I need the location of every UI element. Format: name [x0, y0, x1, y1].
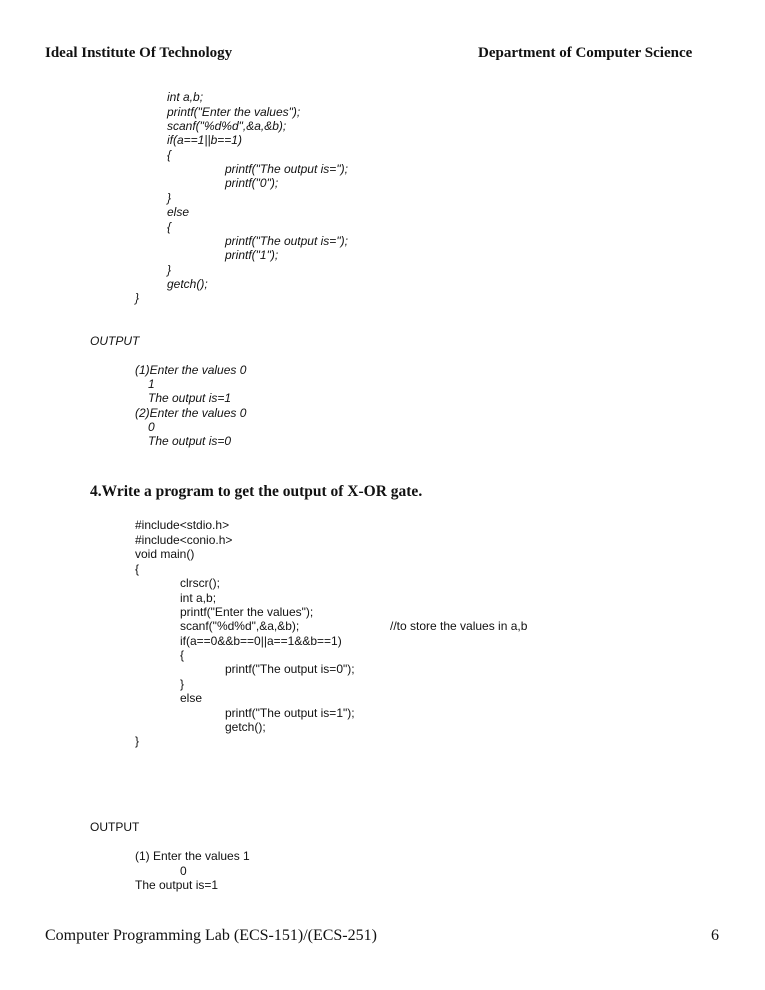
output-line: 0	[180, 864, 187, 878]
code-line: #include<conio.h>	[135, 533, 233, 547]
output-line: 1	[148, 377, 155, 391]
code-line: void main()	[135, 547, 195, 561]
output-line: 0	[148, 420, 155, 434]
code-line: if(a==1||b==1)	[167, 133, 242, 147]
code-line: {	[167, 220, 172, 234]
code-line: else	[180, 691, 203, 705]
code-line: {	[167, 148, 172, 162]
code-line: else	[167, 205, 190, 219]
output-line: (2)Enter the values 0	[135, 406, 247, 420]
code-line: printf("Enter the values");	[180, 605, 314, 619]
code-line: int a,b;	[167, 90, 204, 104]
code-line: printf("0");	[225, 176, 279, 190]
code-line: scanf("%d%d",&a,&b);	[167, 119, 287, 133]
code-line: getch();	[167, 277, 208, 291]
output-label: OUTPUT	[90, 820, 140, 834]
output-line: The output is=1	[148, 391, 232, 405]
output-line: (1)Enter the values 0	[135, 363, 247, 377]
code-line: getch();	[225, 720, 266, 734]
code-line: printf("The output is=");	[225, 234, 348, 248]
code-line: #include<stdio.h>	[135, 518, 230, 532]
code-comment: //to store the values in a,b	[390, 619, 528, 633]
section-heading: 4.Write a program to get the output of X-OR gate.	[90, 483, 423, 500]
output-line: (1) Enter the values 1	[135, 849, 250, 863]
page-number: 6	[711, 927, 719, 944]
code-line: printf("The output is=1");	[225, 706, 355, 720]
code-line: scanf("%d%d",&a,&b);	[180, 619, 300, 633]
code-line: printf("The output is=0");	[225, 662, 355, 676]
code-line: {	[135, 562, 140, 576]
header-institute: Ideal Institute Of Technology	[45, 45, 233, 61]
code-line: clrscr();	[180, 576, 220, 590]
code-line: printf("The output is=");	[225, 162, 348, 176]
code-line: }	[135, 291, 140, 305]
code-line: printf("Enter the values");	[167, 105, 301, 119]
code-line: }	[167, 191, 172, 205]
output-line: The output is=1	[135, 878, 219, 892]
output-line: The output is=0	[148, 434, 232, 448]
code-line: }	[167, 263, 172, 277]
code-line: }	[180, 677, 185, 691]
footer-course: Computer Programming Lab (ECS-151)/(ECS-251)	[45, 927, 377, 944]
output-label: OUTPUT	[90, 334, 140, 348]
code-line: printf("1");	[225, 248, 279, 262]
header-department: Department of Computer Science	[478, 45, 693, 61]
code-line: }	[135, 734, 140, 748]
code-line: if(a==0&&b==0||a==1&&b==1)	[180, 634, 342, 648]
code-line: {	[180, 648, 185, 662]
code-line: int a,b;	[180, 591, 217, 605]
